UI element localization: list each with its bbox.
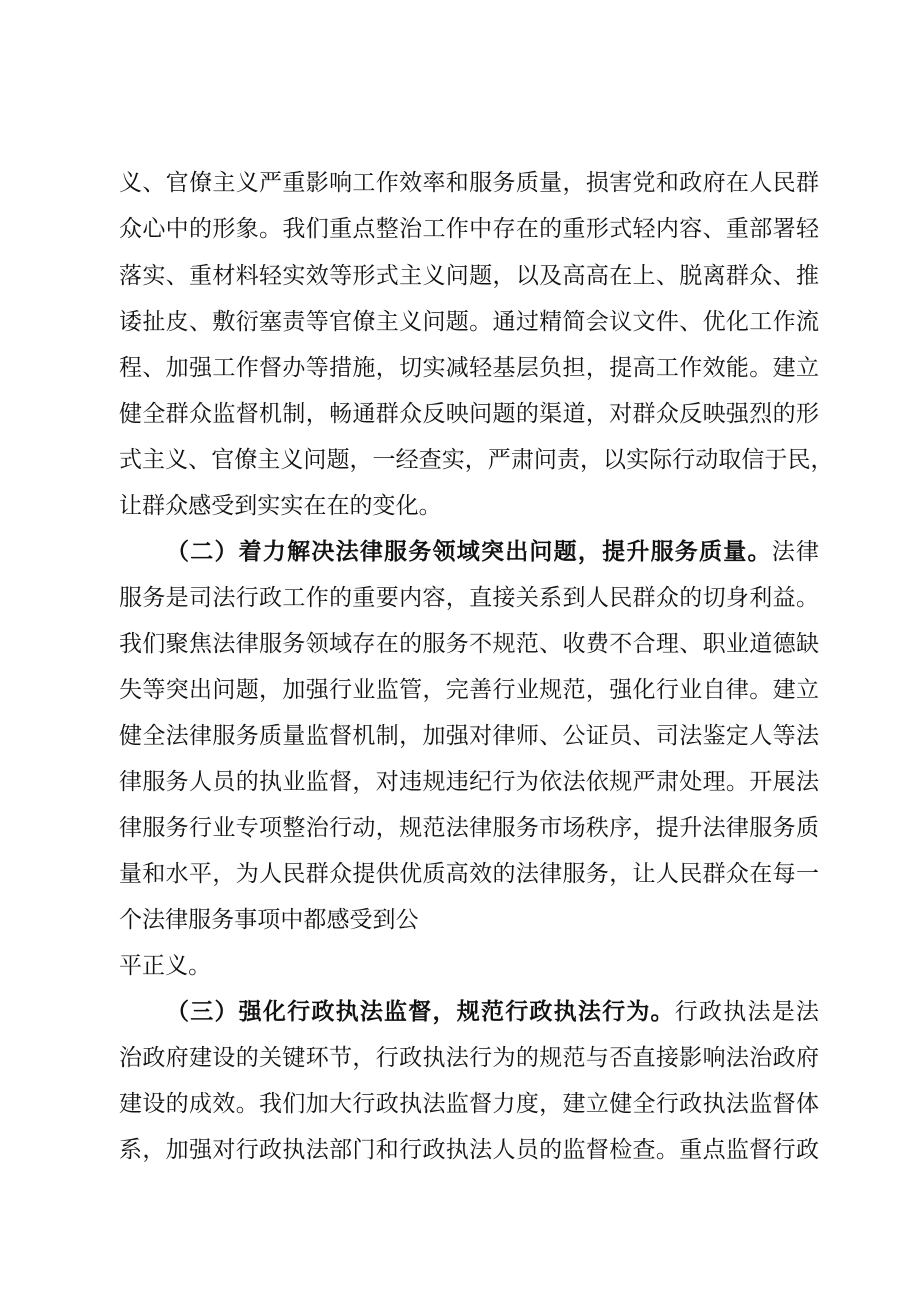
paragraph-3-line: 建设的成效。我们加大行政执法监督力度，建立健全行政执法监督体	[119, 1091, 819, 1117]
paragraph-1-line: 程、加强工作督办等措施，切实减轻基层负担，提高工作效能。建立	[119, 355, 819, 381]
paragraph-2-first-line	[166, 537, 819, 567]
paragraph-2-line: 健全法律服务质量监督机制，加强对律师、公证员、司法鉴定人等法	[119, 723, 819, 749]
paragraph-2-line: 律服务人员的执业监督，对违规违纪行为依法依规严肃处理。开展法	[119, 769, 819, 795]
paragraph-3-line: 治政府建设的关键环节，行政执法行为的规范与否直接影响法治政府	[119, 1045, 819, 1071]
paragraph-1-line: 让群众感受到实实在在的变化。	[119, 493, 442, 519]
paragraph-2-lead: 法律	[771, 539, 819, 565]
paragraph-2-line: 服务是司法行政工作的重要内容，直接关系到人民群众的切身利益。	[119, 585, 819, 611]
paragraph-1-line: 式主义、官僚主义问题，一经查实，严肃问责，以实际行动取信于民，	[119, 447, 834, 473]
section-heading-3: （三）强化行政执法监督，规范行政执法行为。	[166, 998, 675, 1025]
paragraph-1-line: 落实、重材料轻实效等形式主义问题，以及高高在上、脱离群众、推	[119, 263, 819, 289]
paragraph-2-line: 失等突出问题，加强行业监管，完善行业规范，强化行业自律。建立	[119, 677, 819, 703]
paragraph-2-line: 个法律服务事项中都感受到公	[119, 907, 419, 933]
paragraph-2-line: 平正义。	[119, 953, 212, 979]
paragraph-3-lead: 行政执法是法	[674, 999, 819, 1025]
paragraph-1-line: 众心中的形象。我们重点整治工作中存在的重形式轻内容、重部署轻	[119, 216, 819, 242]
paragraph-2-line: 我们聚焦法律服务领域存在的服务不规范、收费不合理、职业道德缺	[119, 631, 819, 657]
paragraph-2-line: 律服务行业专项整治行动，规范法律服务市场秩序，提升法律服务质	[119, 815, 819, 841]
paragraph-3-first-line	[166, 997, 819, 1027]
paragraph-2-line: 量和水平，为人民群众提供优质高效的法律服务，让人民群众在每一	[119, 861, 819, 887]
section-heading-2: （二）着力解决法律服务领域突出问题，提升服务质量。	[166, 538, 772, 565]
paragraph-3-line: 系，加强对行政执法部门和行政执法人员的监督检查。重点监督行政	[119, 1137, 819, 1163]
paragraph-1-line: 义、官僚主义严重影响工作效率和服务质量，损害党和政府在人民群	[119, 170, 819, 196]
paragraph-1-line: 健全群众监督机制，畅通群众反映问题的渠道，对群众反映强烈的形	[119, 401, 819, 427]
paragraph-1-line: 诿扯皮、敷衍塞责等官僚主义问题。通过精简会议文件、优化工作流	[119, 309, 819, 335]
